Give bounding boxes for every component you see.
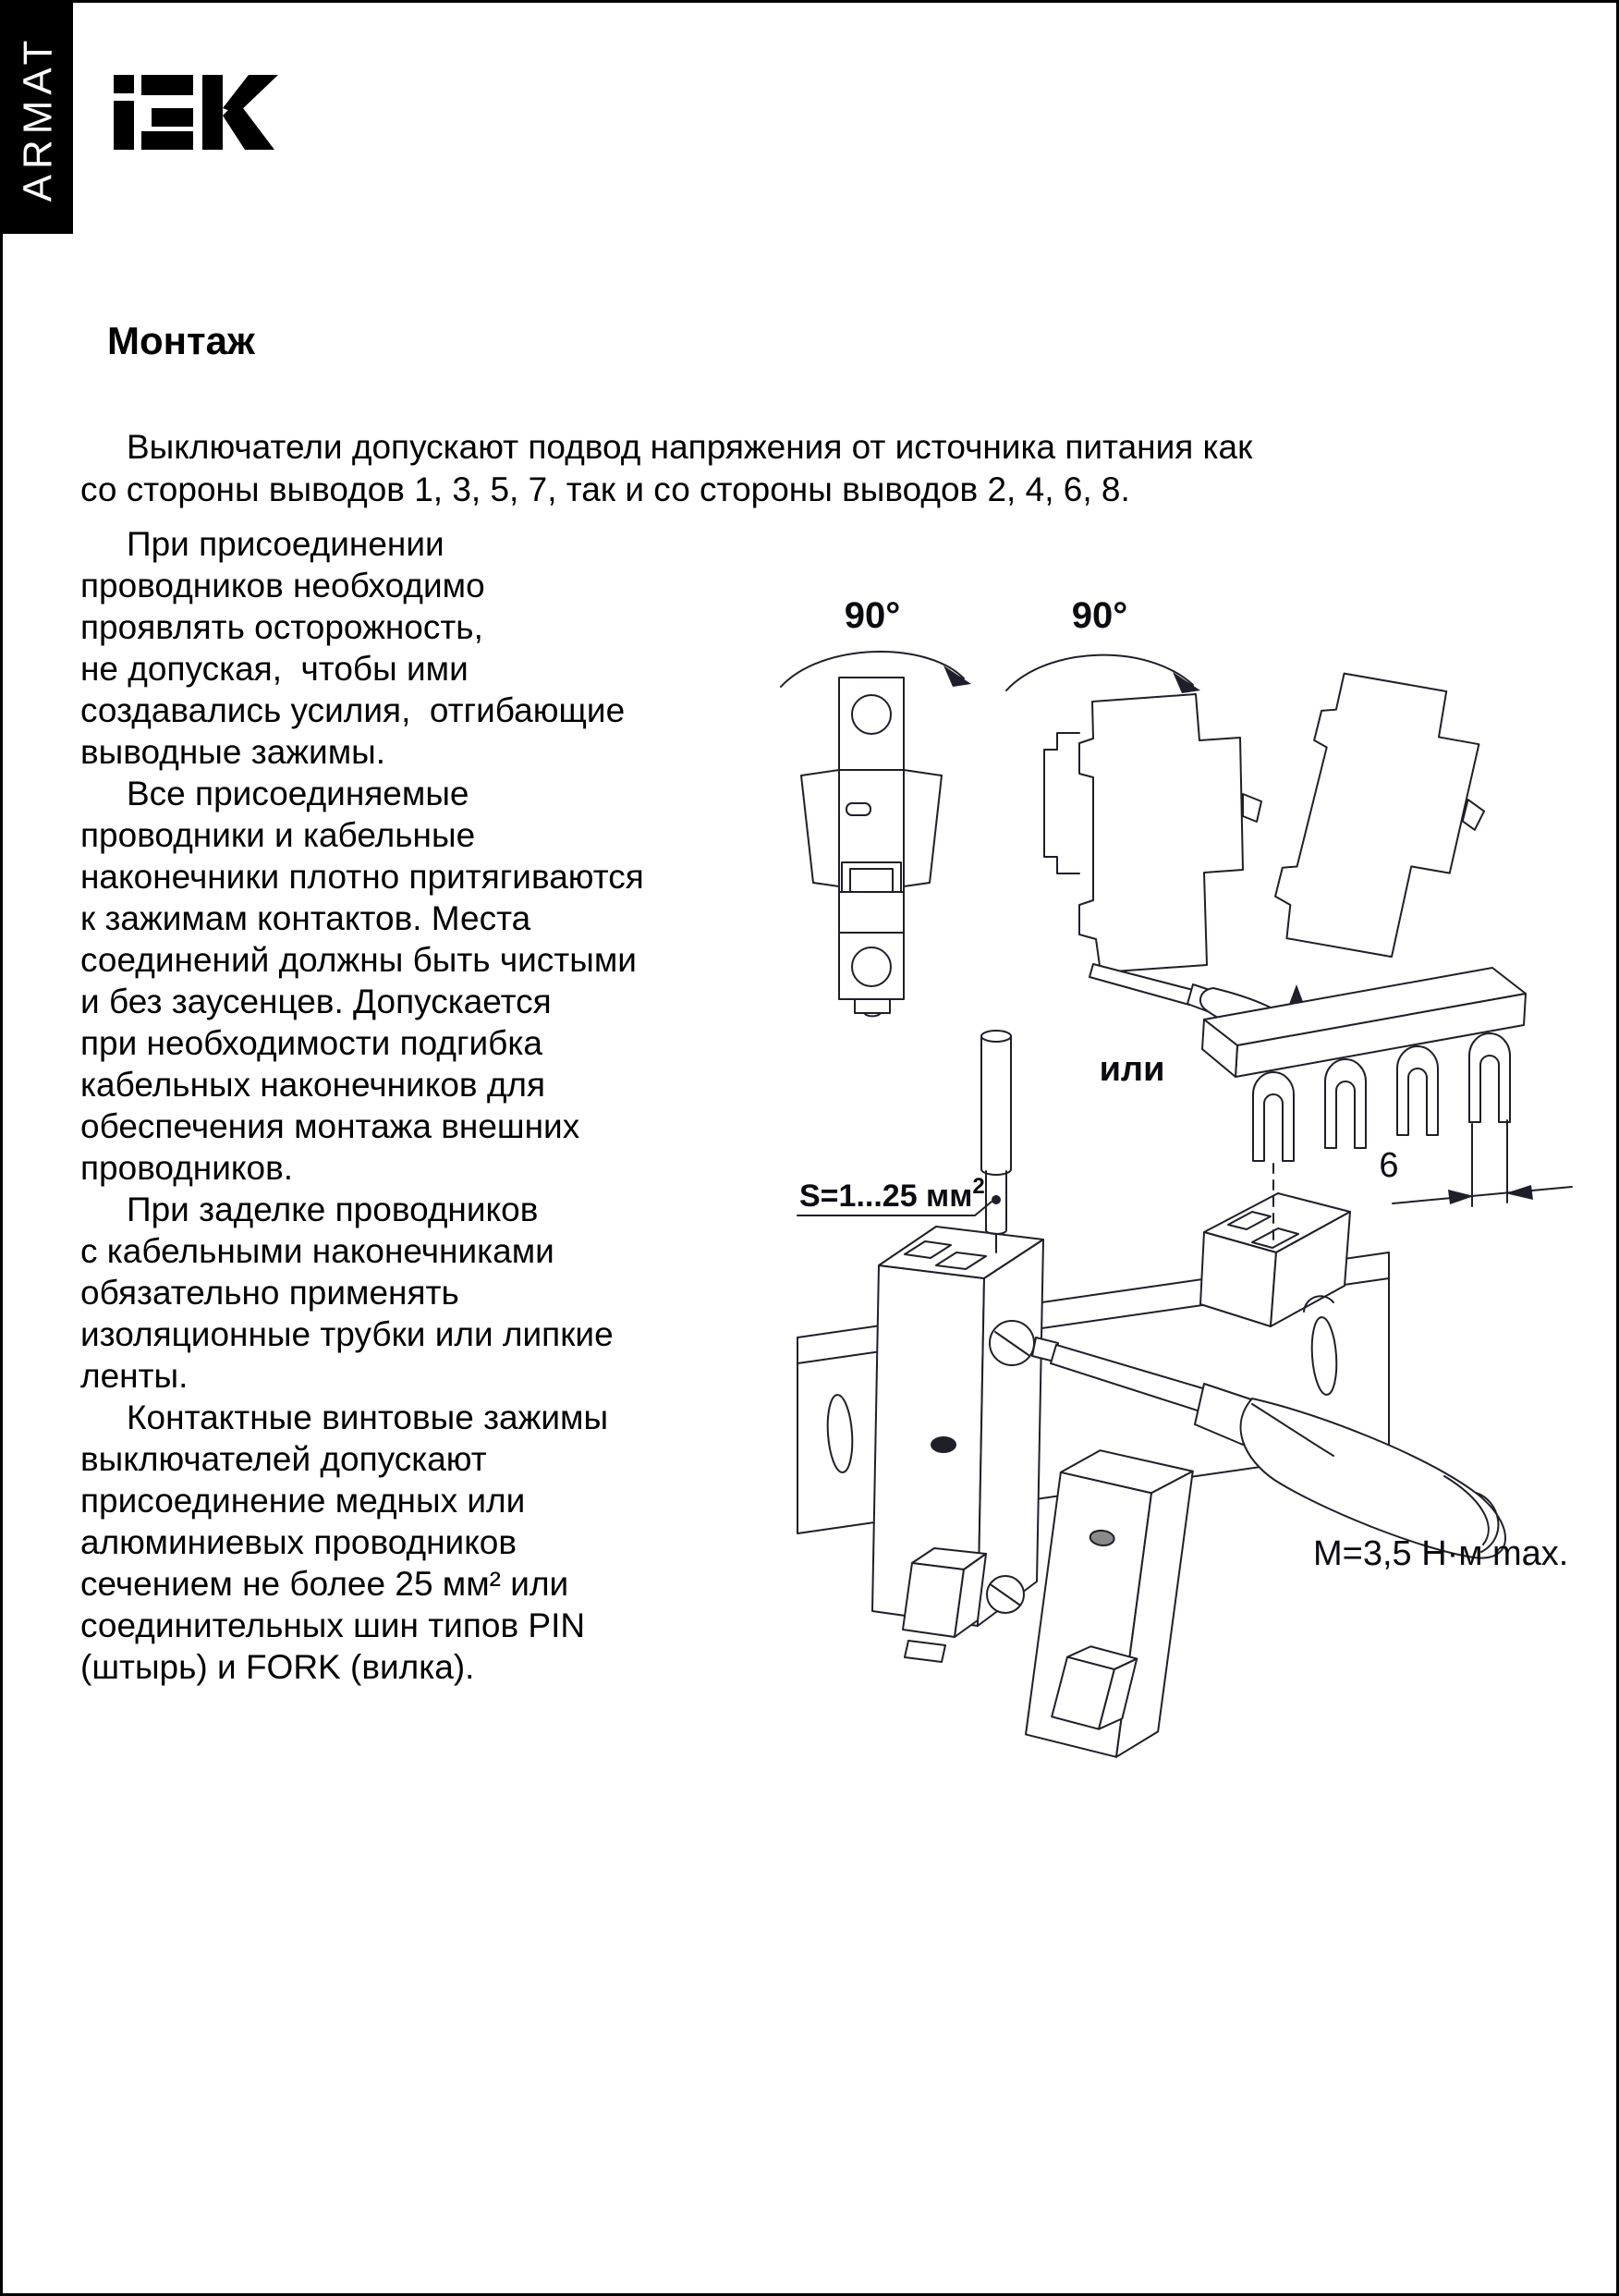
text-line: Все присоединяемые [127,775,469,812]
text-line: обязательно применять [80,1274,459,1312]
armat-side-tab [3,3,73,234]
text-line: создавались усилия, отгибающие [80,691,626,729]
text-line: соединительных шин типов PIN [80,1606,586,1644]
text-line: проводников необходимо [80,567,485,605]
text-line: проявлять осторожность, [80,608,483,646]
page-title: Монтаж [107,319,255,362]
text-line: выключателей допускают [80,1440,487,1478]
cross-section-label: S=1...25 $мм^2$ [799,1174,985,1214]
text-line: сечением не более 25 мм² или [80,1565,569,1603]
text-line: соединений должны быть чистыми [80,941,637,979]
text-line: При заделке проводников [127,1191,539,1228]
iek-logo [112,73,284,158]
fork-width-dimension [1393,1120,1572,1206]
text-line: выводные зажимы. [80,733,386,771]
text-line: При присоединении [127,525,444,563]
torque-label: M=3,5 Н·м max. [1313,1534,1569,1573]
rotate-angle-label-front: 90° [844,595,901,636]
text-line: наконечники плотно притягиваются [80,858,644,896]
breaker-3d-main [872,1227,1043,1662]
breaker-side-view-on-rail [1044,694,1261,972]
rotate-angle-label-side: 90° [1071,595,1128,636]
text-line: Выключатели допускают подвод напряжения от источника питания как [127,428,1253,466]
pin-width-label: 6 [1379,1146,1399,1185]
text-line: изоляционные трубки или липкие [80,1315,614,1353]
intro-paragraph [80,426,1252,511]
text-line: и без заусенцев. Допускается [80,983,552,1020]
breaker-front-view [801,678,942,1016]
text-line: проводники и кабельные [80,816,476,854]
installation-figures [483,516,1574,1777]
tilted-breaker-side-view [1266,663,1510,977]
text-line: с кабельными наконечниками [80,1232,554,1270]
text-line: со стороны выводов 1, 3, 5, 7, так и со стороны выводов 2, 4, 6, 8. [80,470,1130,508]
rotate-arc-side [1006,655,1200,693]
text-line: присоединение медных или [80,1482,526,1520]
text-line: не допуская, чтобы ими [80,650,469,688]
comb-busbar [1202,968,1526,1161]
text-line: обеспечения монтажа внешних [80,1107,580,1145]
text-line: при необходимости подгибка [80,1024,542,1062]
text-line: Контактные винтовые зажимы [127,1398,609,1436]
text-line: кабельных наконечников для [80,1066,546,1104]
text-line: (штырь) и FORK (вилка). [80,1648,475,1686]
text-line: к зажимам контактов. Места [80,899,531,937]
text-line: ленты. [80,1357,189,1395]
wire-pin [797,1031,1011,1252]
text-line: алюминиевых проводников [80,1523,517,1561]
armat-label: ARMAT [15,34,61,202]
or-label: или [1099,1050,1165,1089]
text-line: проводников. [80,1149,294,1187]
